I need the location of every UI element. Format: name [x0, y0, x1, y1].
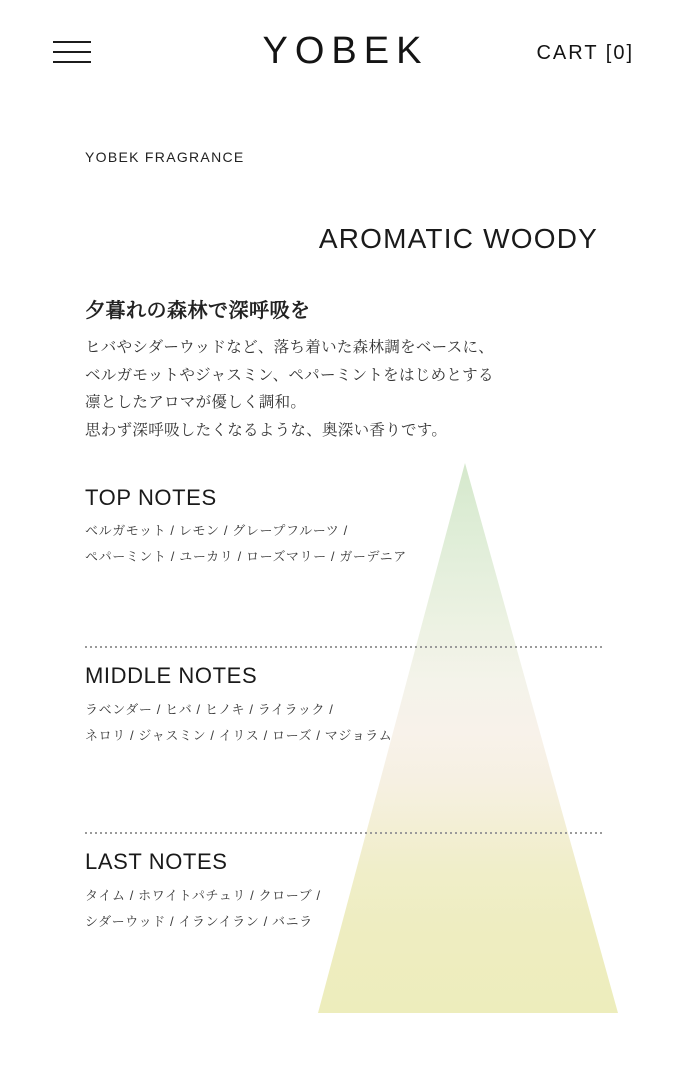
middle-notes-heading: MIDDLE NOTES [85, 663, 258, 688]
page-title: AROMATIC WOODY [318, 223, 598, 254]
note-line: ネロリ / ジャスミン / イリス / ローズ / マジョラム [85, 728, 393, 743]
dotted-divider [85, 646, 603, 648]
last-notes-heading: LAST NOTES [85, 849, 228, 874]
note-line: ペパーミント / ユーカリ / ローズマリー / ガーデニア [85, 549, 407, 564]
collection-label: YOBEK FRAGRANCE [85, 149, 245, 165]
dotted-divider [85, 832, 603, 834]
top-notes-list [85, 518, 407, 570]
middle-notes-list [85, 697, 392, 749]
header [0, 0, 684, 100]
tagline: 夕暮れの森林で深呼吸を [85, 300, 311, 322]
note-line: ラベンダー / ヒバ / ヒノキ / ライラック / [85, 702, 334, 717]
description-line: 思わず深呼吸したくなるような、奥深い香りです。 [85, 421, 448, 439]
note-line: ベルガモット / レモン / グレープフルーツ / [85, 523, 348, 538]
note-line: タイム / ホワイトパチュリ / クローブ / [85, 888, 321, 903]
description-line: ヒバやシダーウッドなど、落ち着いた森林調をベースに、 [85, 339, 495, 356]
top-notes-heading: TOP NOTES [85, 485, 217, 510]
description-line: ベルガモットやジャスミン、ペパーミントをはじめとする [85, 366, 494, 384]
last-notes-list [85, 883, 321, 935]
description-line: 凛としたアロマが優しく調和。 [85, 394, 307, 411]
brand-logo[interactable]: YOBEK [262, 30, 429, 72]
description [85, 334, 598, 444]
cart-link[interactable]: CART [0] [536, 42, 634, 64]
note-line: シダーウッド / イランイラン / バニラ [85, 914, 313, 929]
